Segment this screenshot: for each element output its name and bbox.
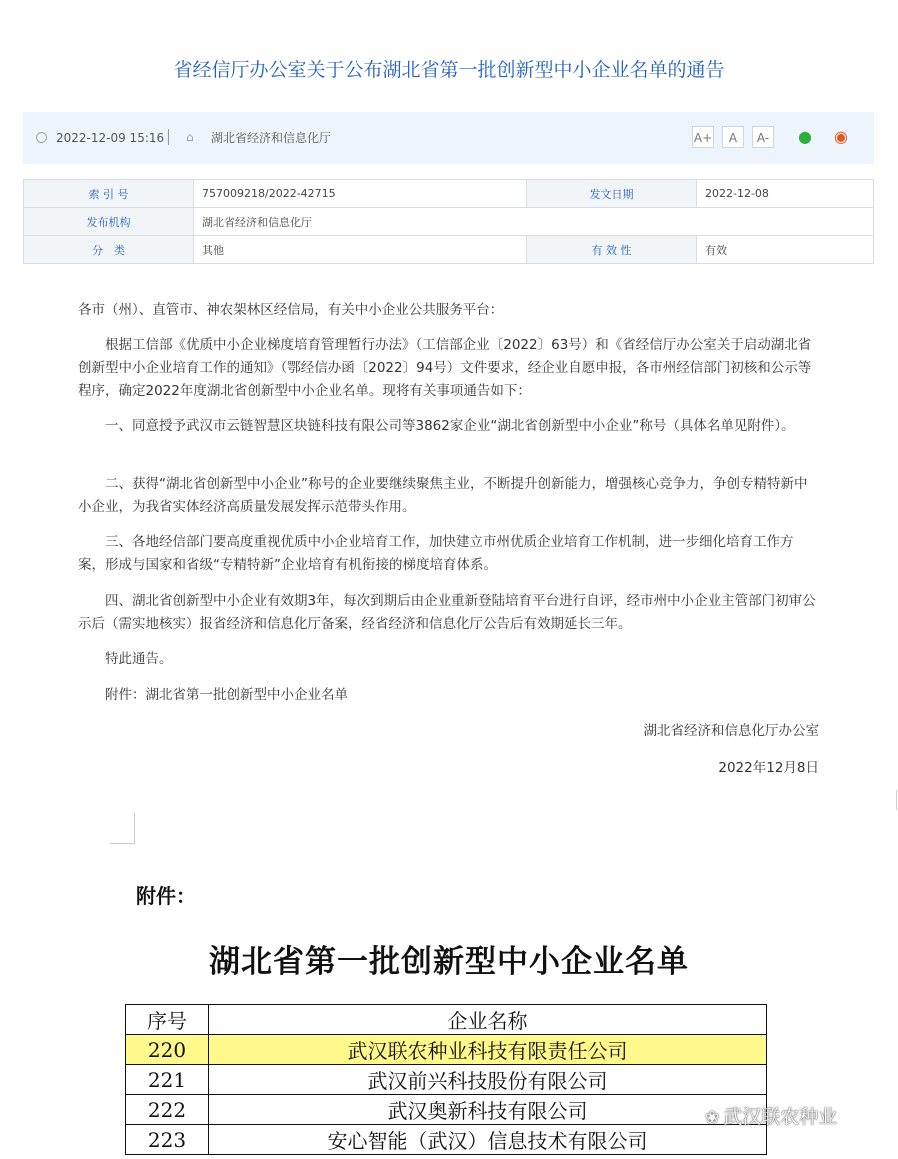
article-meta-bar — [23, 112, 874, 164]
info-key: 有 效 性 — [527, 236, 697, 264]
info-value: 湖北省经济和信息化厅 — [194, 208, 874, 236]
info-row — [24, 180, 874, 208]
divider — [168, 129, 169, 145]
company-name: 武汉前兴科技股份有限公司 — [209, 1065, 767, 1095]
paragraph-block — [78, 684, 819, 707]
watermark — [705, 1102, 837, 1129]
row-number: 223 — [126, 1125, 209, 1155]
paragraph: 三、各地经信部门要高度重视优质中小企业培育工作，加快建立市州优质企业培育工作机制，进一步细化培育工作方案，形成与国家和省级“专精特新”企业培育有机衔接的梯度培育体系。 — [78, 534, 794, 573]
company-name: 武汉奥新科技有限公司 — [209, 1095, 767, 1125]
page-corner-mark — [896, 790, 897, 810]
page-title: 省经信厅办公室关于公布湖北省第一批创新型中小企业名单的通告 — [173, 59, 725, 81]
info-row — [24, 208, 874, 236]
document-info-table — [23, 179, 874, 264]
publish-datetime: 2022-12-09 15:16 — [56, 131, 165, 145]
attachment-link[interactable]: 附件：湖北省第一批创新型中小企业名单 — [105, 687, 348, 703]
info-value: 有效 — [697, 236, 874, 264]
column-header: 企业名称 — [209, 1005, 767, 1035]
table-header-row — [126, 1005, 767, 1035]
clock-icon — [36, 132, 47, 143]
company-name: 武汉联农种业科技有限责任公司 — [209, 1035, 767, 1065]
font-increase-button[interactable]: A+ — [692, 126, 714, 148]
info-key: 分 类 — [24, 236, 194, 264]
paragraph-block — [78, 473, 819, 519]
column-header: 序号 — [126, 1005, 209, 1035]
company-name: 安心智能（武汉）信息技术有限公司 — [209, 1125, 767, 1155]
info-value: 其他 — [194, 236, 527, 264]
attachment-title: 湖北省第一批创新型中小企业名单 — [209, 944, 689, 980]
info-value: 757009218/2022-42715 — [194, 180, 527, 208]
company-list-table — [125, 1004, 767, 1155]
watermark-text: 武汉联农种业 — [723, 1106, 838, 1128]
paragraph-block — [78, 334, 819, 403]
signature-date: 2022年12月8日 — [718, 760, 819, 776]
paragraph-block — [78, 648, 819, 671]
paragraph: 四、湖北省创新型中小企业有效期3年，每次到期后由企业重新登陆培育平台进行自评，经市州中小企业主管部门初审公示后（需实地核实）报省经济和信息化厅备案，经省经济和信息化厅公告后有效期延长三年。 — [78, 593, 816, 632]
table-row — [126, 1125, 767, 1155]
signature: 湖北省经济和信息化厅办公室 — [643, 723, 819, 739]
source-label: 湖北省经济和信息化厅 — [211, 131, 332, 145]
font-reset-button[interactable]: A — [722, 126, 744, 148]
page-corner-mark — [110, 813, 135, 844]
salutation: 各市（州）、直管市、神农架林区经信局，有关中小企业公共服务平台： — [78, 302, 504, 318]
info-key: 发布机构 — [24, 208, 194, 236]
date-block — [78, 757, 819, 780]
paragraph: 一、同意授予武汉市云链智慧区块链科技有限公司等3862家企业“湖北省创新型中小企业”称号（具体名单见附件）。 — [105, 418, 795, 434]
row-number: 220 — [126, 1035, 209, 1065]
info-key: 索 引 号 — [24, 180, 194, 208]
paragraph: 特此通告。 — [105, 651, 173, 667]
info-key: 发文日期 — [527, 180, 697, 208]
signature-block — [78, 720, 819, 743]
building-icon: ⌂ — [186, 130, 194, 144]
paragraph: 根据工信部《优质中小企业梯度培育管理暂行办法》（工信部企业〔2022〕63号）和《省经信厅办公室关于启动湖北省创新型中小企业培育工作的通知》（鄂经信办函〔2022〕94号）文件要求，经企业自愿申报，各市州经信部门初核和公示等程序，确定2022年度湖北省创新型中小企业名单。现将有关事项通告如下： — [78, 337, 812, 399]
weibo-icon[interactable]: ◉ — [834, 127, 848, 146]
paragraph-block — [78, 531, 819, 577]
table-row — [126, 1095, 767, 1125]
article-body — [78, 299, 819, 322]
font-decrease-button[interactable]: A- — [752, 126, 774, 148]
info-value: 2022-12-08 — [697, 180, 874, 208]
paragraph-block — [78, 590, 819, 636]
table-row-highlighted — [126, 1035, 767, 1065]
info-row — [24, 236, 874, 264]
paragraph: 二、获得“湖北省创新型中小企业”称号的企业要继续聚焦主业，不断提升创新能力，增强核心竞争力，争创专精特新中小企业，为我省实体经济高质量发展发挥示范带头作用。 — [78, 476, 808, 515]
attachment-label: 附件： — [136, 884, 196, 908]
paragraph-block — [78, 415, 819, 438]
wechat-official-icon: ❀ — [705, 1108, 720, 1128]
table-row — [126, 1065, 767, 1095]
row-number: 222 — [126, 1095, 209, 1125]
row-number: 221 — [126, 1065, 209, 1095]
wechat-icon[interactable]: ● — [798, 127, 812, 146]
